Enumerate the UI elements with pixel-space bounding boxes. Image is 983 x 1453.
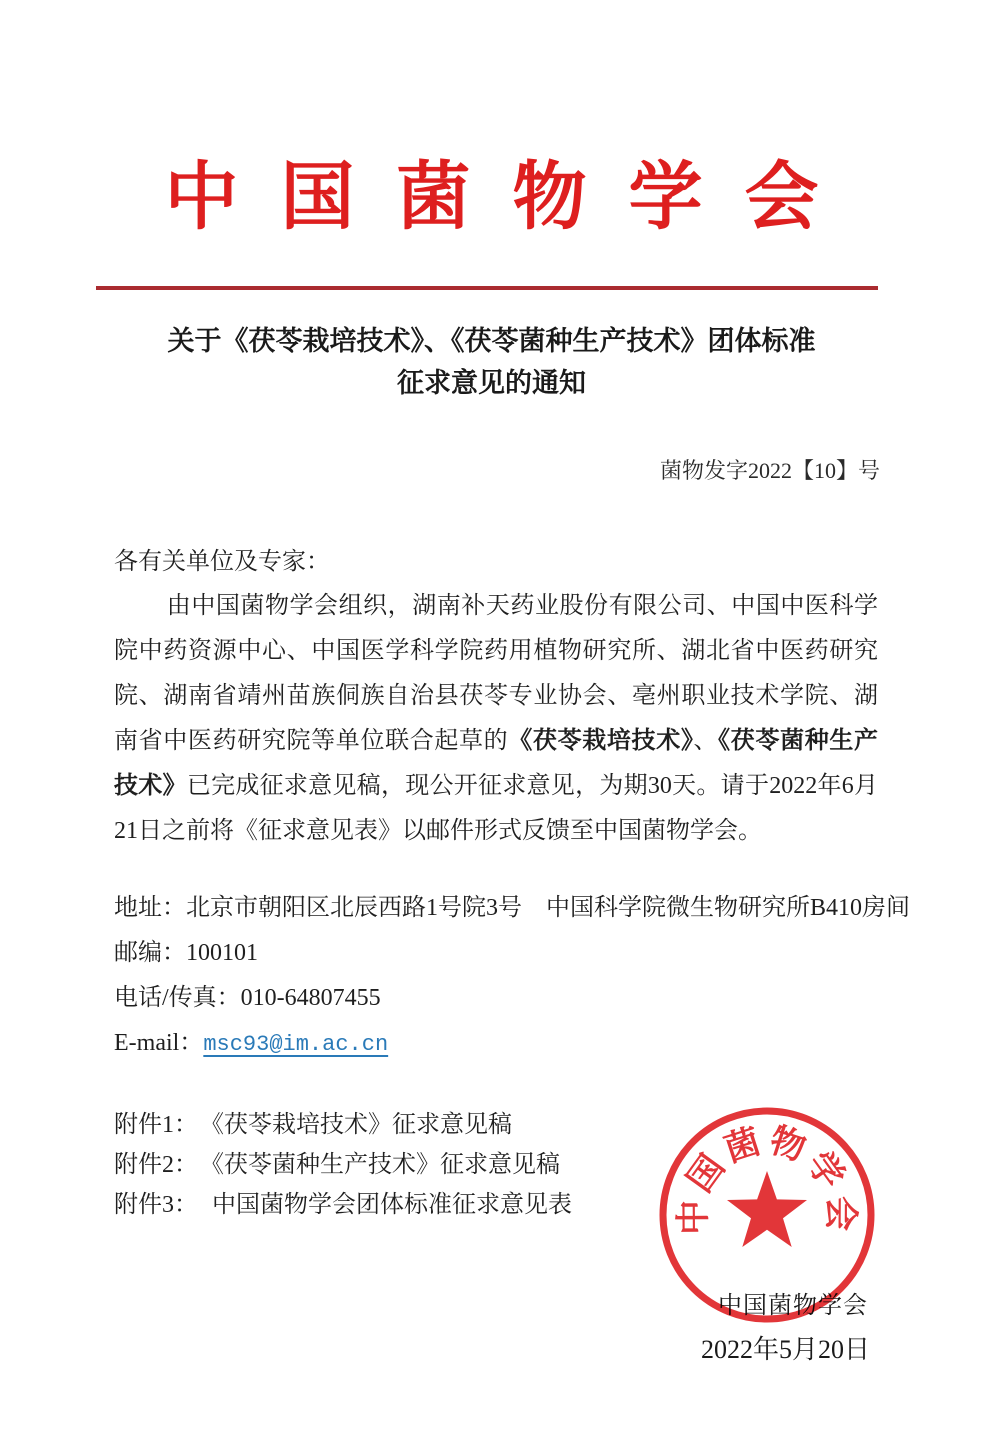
header-divider-rule [96, 286, 878, 290]
address-value: 北京市朝阳区北辰西路1号院3号 中国科学院微生物研究所B410房间 [186, 895, 911, 921]
attachment-2-label: 附件2： [114, 1152, 198, 1178]
document-number: 菌物发字2022【10】号 [659, 458, 880, 483]
phone-line [114, 976, 884, 1021]
attachment-item-2 [114, 1145, 572, 1185]
body-bold-title1: 《茯苓栽培技术》 [508, 728, 694, 754]
salutation: 各有关单位及专家： [114, 549, 330, 575]
postcode-line [114, 931, 884, 976]
email-line [114, 1021, 884, 1067]
phone-value: 010-64807455 [240, 985, 381, 1011]
attachment-item-3 [114, 1185, 572, 1225]
document-title [60, 320, 923, 404]
attachments-list [114, 1105, 572, 1225]
address-label: 地址： [114, 895, 186, 921]
body-separator: 、 [693, 728, 719, 754]
postcode-value: 100101 [186, 940, 258, 966]
body-text-part1: 由中国菌物学会组织，湖南补天药业股份有限公司、中国中医科学院中药资源中心、中国医学科学院药用植物研究所、湖北省中医药研究院、湖南省靖州苗族侗族自治县茯苓专业协会、亳州职业技术学院、湖南省中医药研究院等单位联合起草的 [114, 593, 878, 754]
phone-label: 电话/传真： [114, 985, 241, 1011]
attachment-3-label: 附件3： [114, 1192, 198, 1218]
attachment-1-label: 附件1： [114, 1112, 198, 1138]
official-seal-stamp [655, 1103, 879, 1327]
attachment-1-text: 《茯苓栽培技术》征求意见稿 [212, 1112, 512, 1138]
body-bold-title2: 《茯苓菌种生产技术》 [114, 728, 879, 799]
attachment-item-1 [114, 1105, 572, 1145]
star-icon [727, 1171, 807, 1247]
email-link[interactable]: msc93@im.ac.cn [203, 1032, 389, 1057]
address-line [114, 886, 911, 931]
document-title-line2: 征求意见的通知 [397, 368, 586, 398]
email-label: E-mail： [114, 1030, 204, 1056]
signature-org-name: 中国菌物学会 [718, 1293, 868, 1319]
document-title-line1: 关于《茯苓栽培技术》、《茯苓菌种生产技术》团体标准 [167, 326, 816, 356]
attachment-2-text: 《茯苓菌种生产技术》征求意见稿 [212, 1152, 560, 1178]
body-text-part2: 已完成征求意见稿，现公开征求意见，为期30天。请于2022年6月21日之前将《征求意见表》以邮件形式反馈至中国菌物学会。 [114, 773, 879, 844]
body-paragraph [114, 584, 878, 854]
signature-date: 2022年5月20日 [700, 1335, 870, 1364]
attachment-3-text: 中国菌物学会团体标准征求意见表 [212, 1192, 572, 1218]
seal-arc-text: 中国菌物学会 [673, 1120, 861, 1236]
org-header-title: 中国菌物学会 [164, 157, 861, 239]
contact-block [114, 886, 911, 1067]
postcode-label: 邮编： [114, 940, 186, 966]
